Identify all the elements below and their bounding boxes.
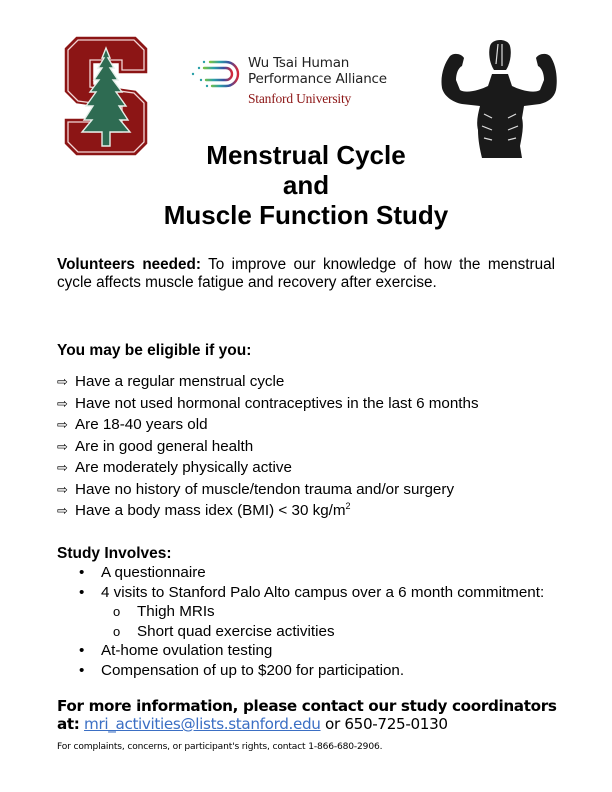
stanford-university-label: Stanford University: [248, 91, 352, 106]
study-subitem: o Short quad exercise activities: [113, 622, 335, 640]
title-line-1: Menstrual Cycle: [206, 140, 406, 170]
contact-or: or: [320, 715, 345, 733]
eligibility-item: ⇨ Have a body mass idex (BMI) < 30 $kg/m^2$: [57, 500, 479, 522]
contact-lead: For more information, please contact our study coordinators: [57, 697, 557, 715]
arrow-right-icon: ⇨: [57, 395, 68, 411]
phone-number: 650-725-0130: [344, 715, 448, 733]
arrow-right-icon: ⇨: [57, 438, 68, 454]
study-item: • At-home ovulation testing: [79, 642, 273, 659]
page-title: [0, 140, 612, 230]
eligibility-list: [57, 371, 479, 522]
email-link[interactable]: mri_activities@lists.stanford.edu: [84, 715, 321, 733]
bullet-icon: •: [79, 583, 85, 601]
wu-tsai-stripes-icon: [190, 58, 244, 90]
circle-bullet-icon: o: [113, 604, 121, 619]
study-list: [77, 563, 544, 680]
arrow-right-icon: ⇨: [57, 417, 68, 432]
bullet-icon: •: [79, 661, 85, 679]
arrow-right-icon: ⇨: [57, 460, 68, 475]
eligibility-item: ⇨ Are 18-40 years old: [57, 414, 479, 436]
eligibility-item: ⇨ Have not used hormonal contraceptives in the last 6 months: [57, 393, 479, 415]
study-item: • Compensation of up to $200 for participation.: [79, 661, 405, 679]
bmi-superscript: 2: [345, 501, 351, 511]
circle-bullet-icon: o: [113, 623, 121, 639]
study-item: • 4 visits to Stanford Palo Alto campus over a 6 month commitment:: [79, 583, 545, 601]
study-subitem: o Thigh MRIs: [113, 603, 215, 620]
bullet-icon: •: [79, 642, 85, 659]
study-item: • A questionnaire: [79, 564, 206, 581]
wu-tsai-name-line2: Performance Alliance: [248, 71, 387, 87]
intro-paragraph: [57, 256, 555, 292]
title-line-3: Muscle Function Study: [163, 200, 449, 230]
contact-info: [57, 697, 567, 733]
eligibility-item: ⇨ Are in good general health: [57, 436, 479, 458]
bullet-icon: •: [79, 564, 85, 581]
title-line-2: and: [282, 170, 330, 200]
eligibility-item: ⇨ Have a regular menstrual cycle: [57, 371, 479, 393]
wu-tsai-name-line1: Wu Tsai Human: [248, 55, 350, 71]
study-heading: Study Involves:: [57, 545, 172, 562]
arrow-right-icon: ⇨: [57, 503, 68, 518]
complaints-note: For complaints, concerns, or participant's rights, contact 1-866-680-2906.: [57, 742, 383, 752]
intro-text: To improve our knowledge of how the menstrual cycle affects muscle fatigue and recovery after exercise.: [57, 256, 555, 291]
eligibility-item: ⇨ Have no history of muscle/tendon trauma and/or surgery: [57, 479, 479, 501]
intro-lead: Volunteers needed:: [57, 256, 201, 273]
wu-tsai-logo: [190, 54, 415, 114]
arrow-right-icon: ⇨: [57, 481, 68, 497]
eligibility-item: ⇨ Are moderately physically active: [57, 457, 479, 479]
contact-at: at:: [57, 715, 80, 733]
eligibility-heading: You may be eligible if you:: [57, 342, 252, 359]
arrow-right-icon: ⇨: [57, 374, 68, 389]
